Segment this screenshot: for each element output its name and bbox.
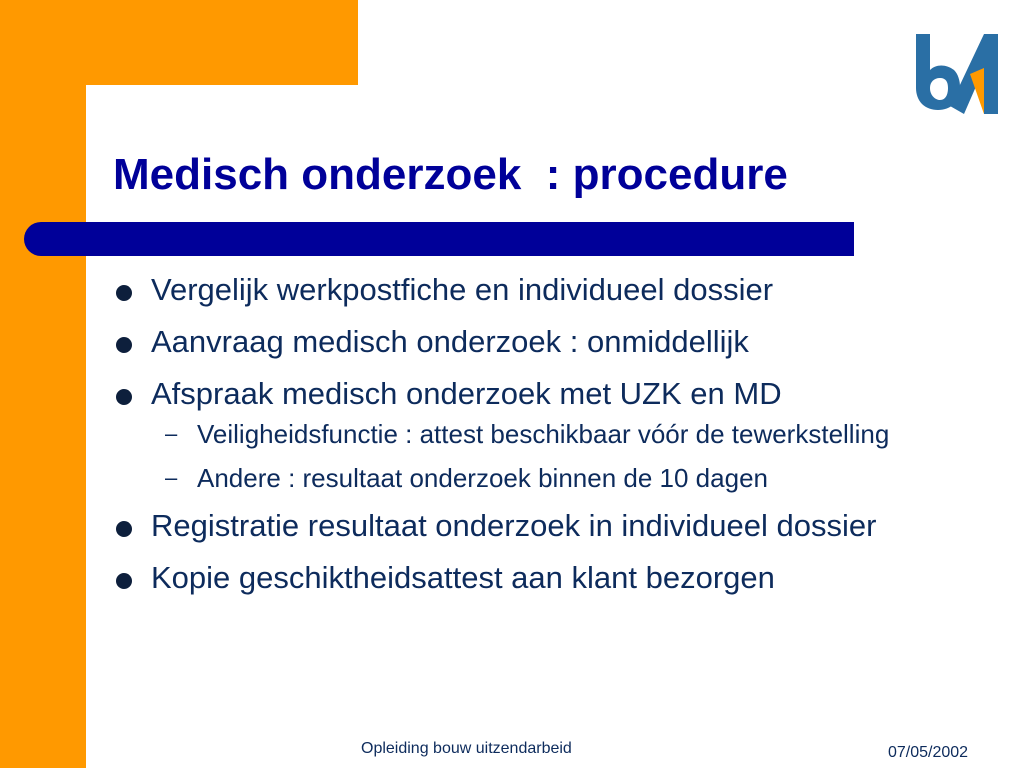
orange-top-block [0, 0, 358, 85]
bullet-dot-icon [116, 389, 132, 405]
sub-bullet-item [113, 418, 993, 450]
company-logo-icon [910, 30, 1000, 118]
bullet-dot-icon [116, 337, 132, 353]
sub-bullet-text: Andere : resultaat onderzoek binnen de 10 dagen [197, 463, 768, 493]
bullet-item [113, 508, 993, 544]
bullet-text: Registratie resultaat onderzoek in individueel dossier [151, 508, 877, 543]
title-underline-bar [24, 222, 854, 256]
dash-marker: – [165, 421, 178, 446]
bullet-text: Aanvraag medisch onderzoek : onmiddellijk [151, 324, 749, 359]
bullet-item [113, 376, 993, 412]
bullet-text: Vergelijk werkpostfiche en individueel dossier [151, 272, 774, 307]
bullet-text: Afspraak medisch onderzoek met UZK en MD [151, 376, 782, 411]
slide-title: Medisch onderzoek : procedure [113, 150, 788, 199]
bullet-dot-icon [116, 521, 132, 537]
sub-bullet-text: Veiligheidsfunctie : attest beschikbaar vóór de tewerkstelling [197, 419, 890, 449]
bullet-item [113, 272, 993, 308]
bullet-dot-icon [116, 573, 132, 589]
dash-marker: – [165, 465, 178, 490]
footer-title: Opleiding bouw uitzendarbeid [361, 740, 572, 757]
bullet-dot-icon [116, 285, 132, 301]
bullet-text: Kopie geschiktheidsattest aan klant bezorgen [151, 560, 775, 595]
sub-bullet-item [113, 462, 993, 494]
orange-side-bar [0, 0, 86, 768]
footer-date: 07/05/2002 [888, 744, 969, 761]
bullet-item [113, 324, 993, 360]
bullet-list [113, 272, 993, 612]
bullet-item [113, 560, 993, 596]
